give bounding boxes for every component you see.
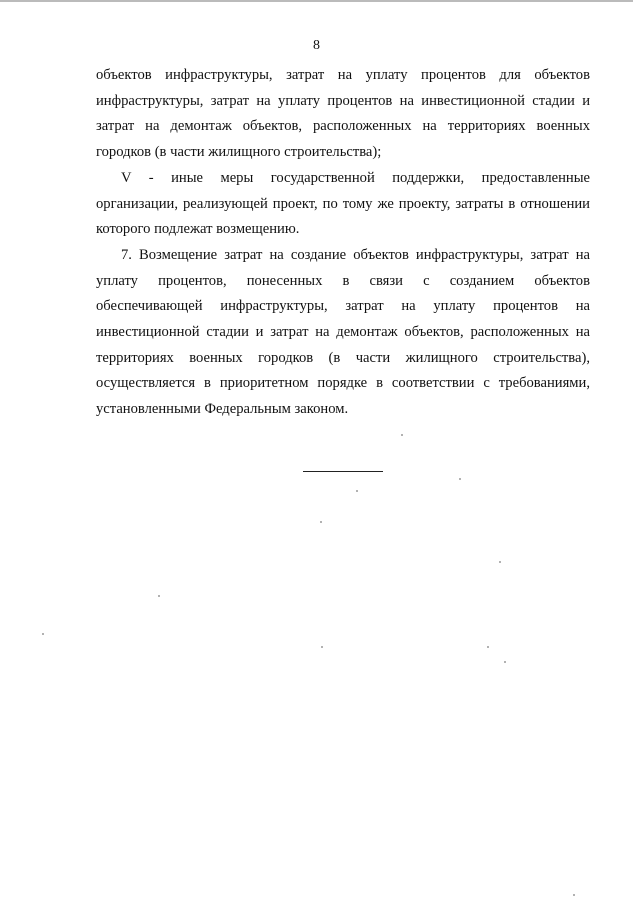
scan-speck	[504, 661, 506, 663]
text-line: территориях военных городков (в части жилищного строительства),	[96, 349, 590, 366]
paragraph-item-v	[96, 166, 590, 243]
paragraph-clause-7	[96, 243, 590, 423]
page-number: 8	[313, 38, 320, 53]
scan-speck	[487, 646, 489, 648]
text-line: объектов инфраструктуры, затрат на уплату процентов для объектов	[96, 67, 590, 83]
scan-speck	[321, 646, 323, 648]
scan-speck	[573, 894, 575, 896]
text-line: которого подлежат возмещению.	[96, 221, 300, 238]
scan-speck	[356, 490, 358, 492]
scan-speck	[320, 521, 322, 523]
text-line: инфраструктуры, затрат на уплату процентов на инвестиционной стадии и	[96, 92, 590, 109]
scan-speck	[499, 561, 501, 563]
text-line: затрат на демонтаж объектов, расположенных на территориях военных	[96, 118, 590, 135]
paragraph-continuation	[96, 63, 590, 166]
text-line: городков (в части жилищного строительства);	[96, 144, 382, 161]
text-line: организации, реализующей проект, по тому же проекту, затраты в отношении	[96, 195, 590, 212]
text-line: установленными Федеральным законом.	[96, 401, 349, 418]
text-line: уплату процентов, понесенных в связи с созданием объектов	[96, 272, 590, 289]
text-line: обеспечивающей инфраструктуры, затрат на уплату процентов на	[96, 298, 590, 315]
scan-speck	[401, 434, 403, 436]
scan-speck	[42, 633, 44, 635]
text-line: инвестиционной стадии и затрат на демонтаж объектов, расположенных на	[96, 324, 590, 341]
top-edge-line	[0, 0, 633, 2]
text-line: V - иные меры государственной поддержки, предоставленные	[121, 170, 590, 186]
scan-speck	[158, 595, 160, 597]
scan-speck	[459, 478, 461, 480]
end-of-document-rule	[303, 471, 383, 472]
text-line: осуществляется в приоритетном порядке в соответствии с требованиями,	[96, 375, 590, 392]
text-line: 7. Возмещение затрат на создание объектов инфраструктуры, затрат на	[121, 247, 590, 263]
